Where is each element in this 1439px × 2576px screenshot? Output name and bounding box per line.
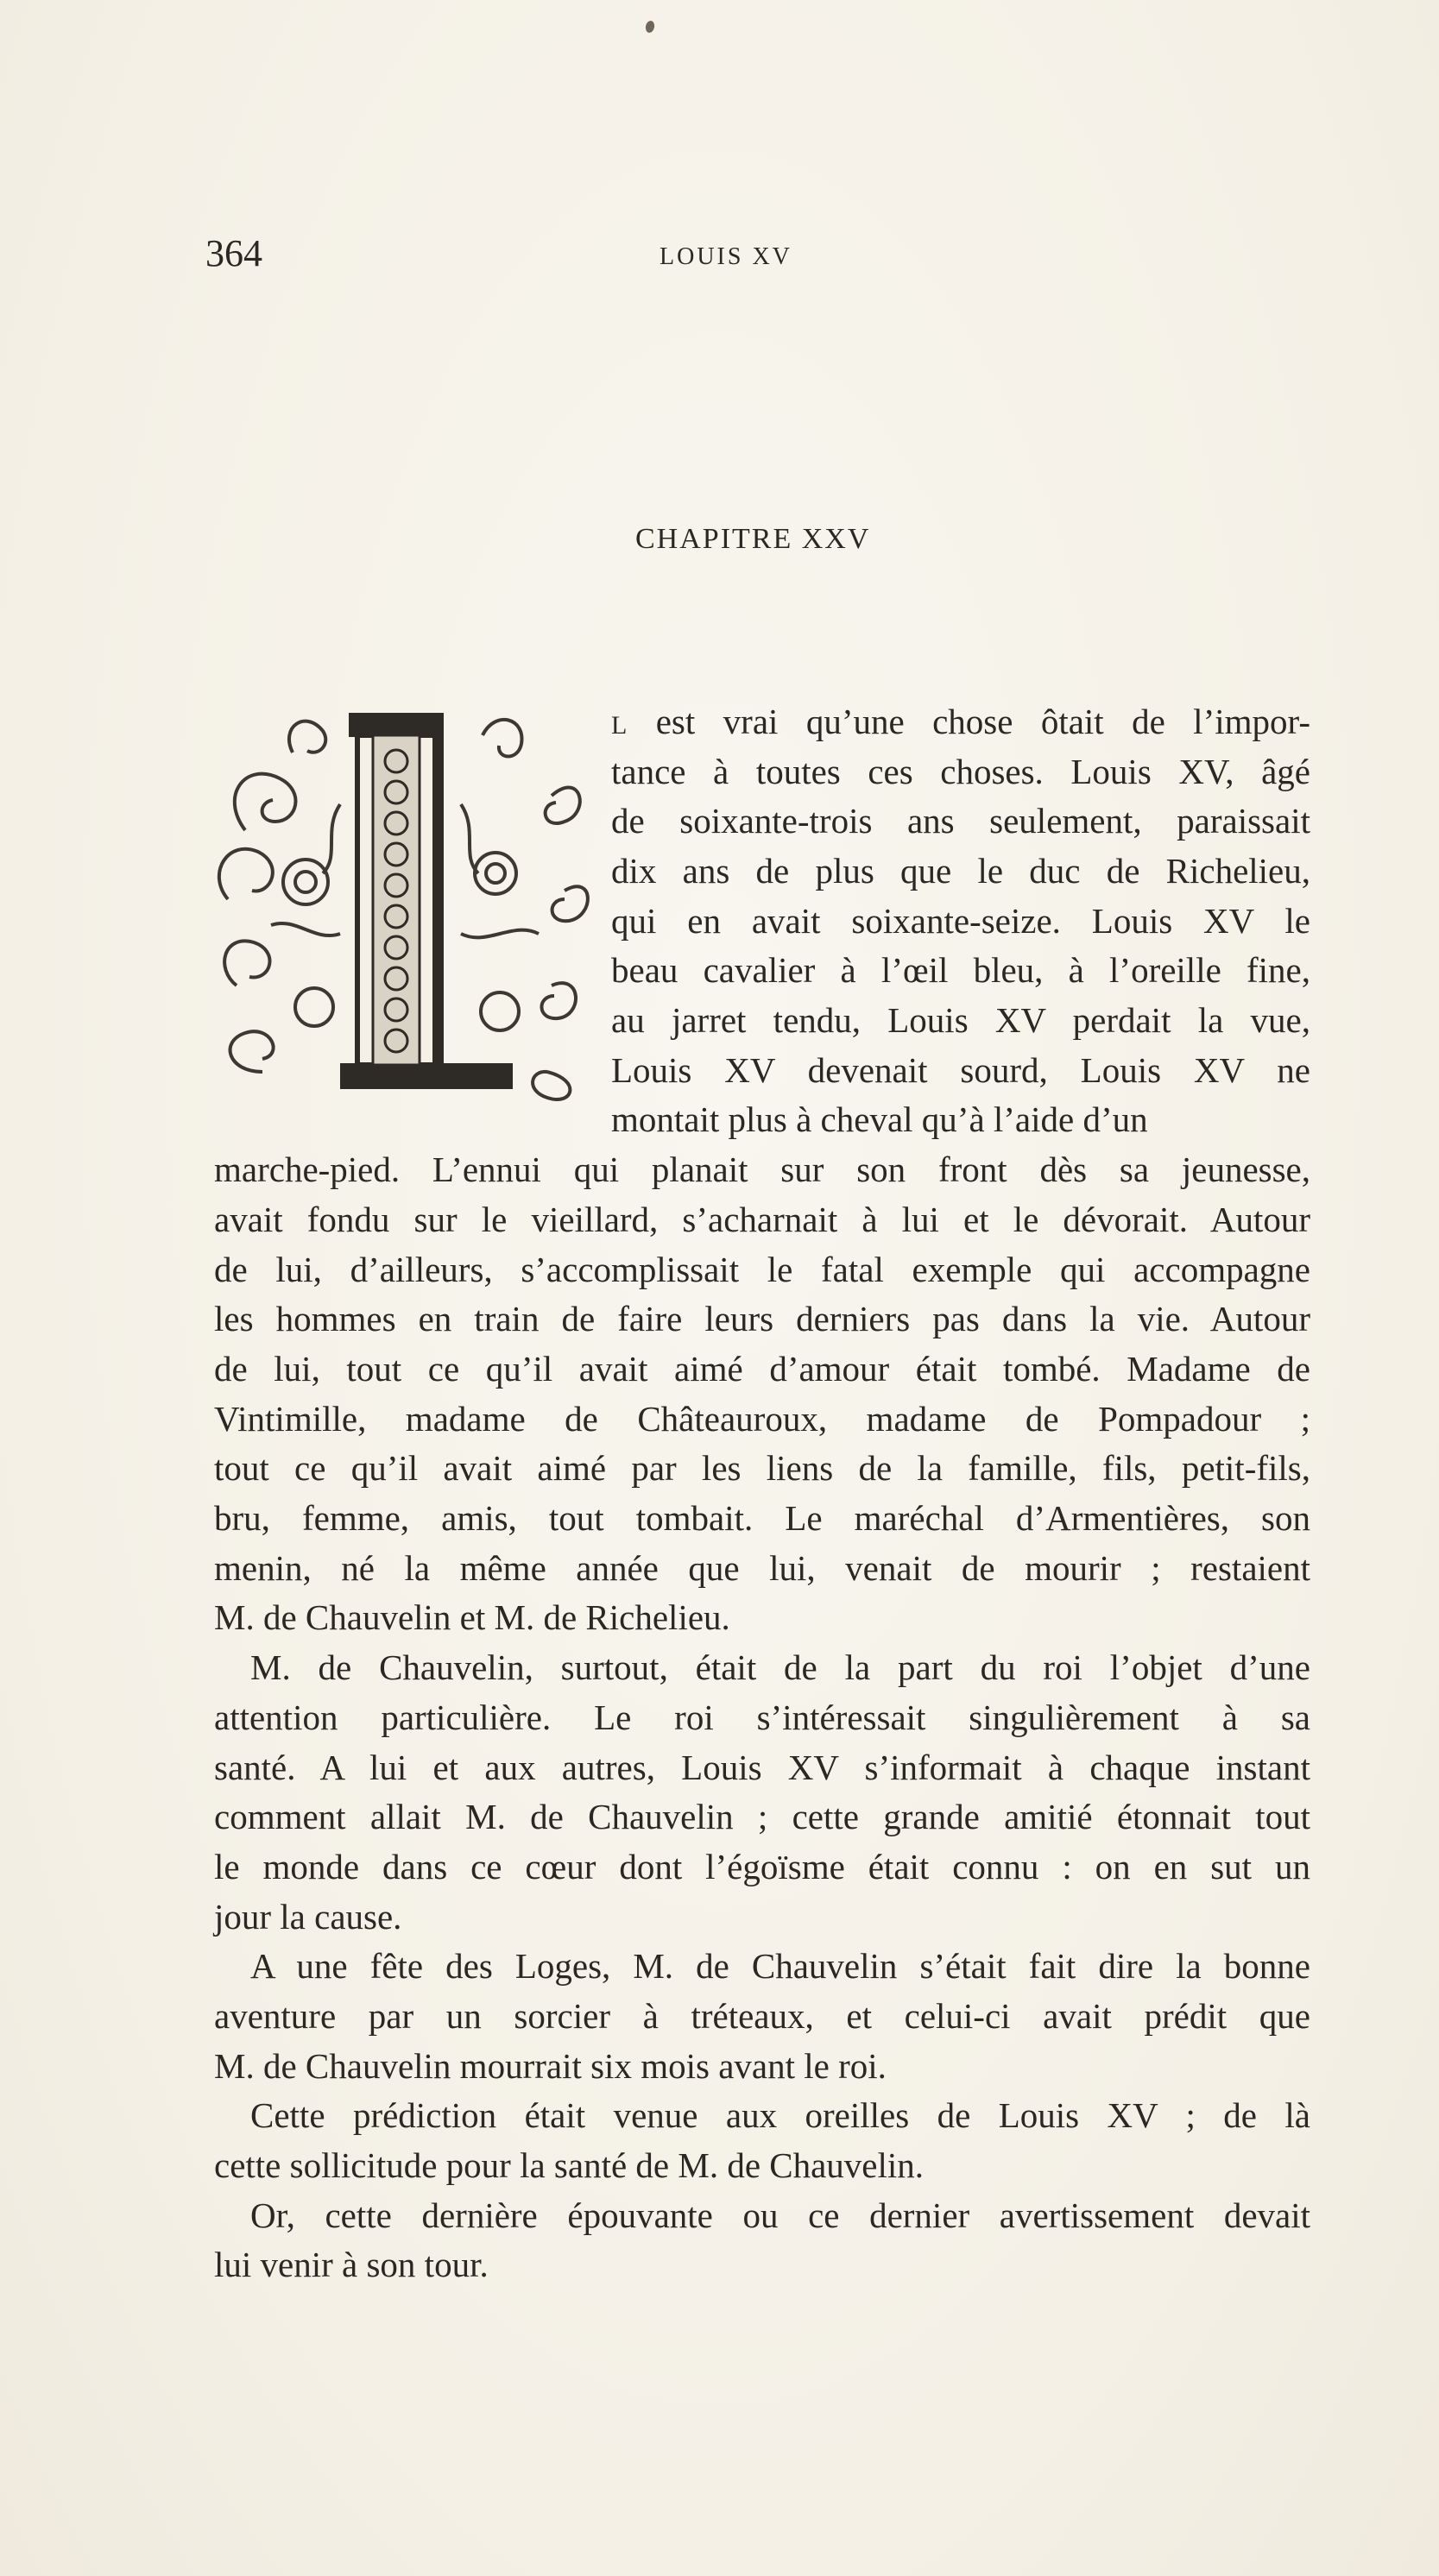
text-line: de soixante-trois ans seulement, paraissait: [611, 801, 1310, 841]
text-line: M. de Chauvelin mourrait six mois avant le roi.: [214, 2046, 887, 2086]
text-line: de lui, tout ce qu’il avait aimé d’amour était tombé. Madame de: [214, 1349, 1310, 1389]
text-line: A une fête des Loges, M. de Chauvelin s’était fait dire la bonne: [250, 1946, 1310, 1986]
running-head: LOUIS XV: [660, 243, 792, 270]
text-line: comment allait M. de Chauvelin ; cette grande amitié étonnait tout: [214, 1797, 1310, 1836]
text-line: M. de Chauvelin, surtout, était de la part du roi l’objet d’une: [250, 1647, 1310, 1687]
page-number: 364: [205, 232, 262, 274]
text-line: jour la cause.: [214, 1897, 402, 1937]
chapter-title: CHAPITRE XXV: [635, 523, 871, 555]
text-line: avait fondu sur le vieillard, s’acharnait à lui et le dévorait. Autour: [214, 1200, 1310, 1239]
ornamental-dropcap-i-icon: [211, 701, 590, 1101]
text-line: cette sollicitude pour la santé de M. de Chauvelin.: [214, 2145, 925, 2185]
text-line: marche-pied. L’ennui qui planait sur son front dès sa jeunesse,: [214, 1149, 1310, 1189]
text-line: le monde dans ce cœur dont l’égoïsme était connu : on en sut un: [214, 1847, 1310, 1886]
text-line: menin, né la même année que lui, venait de mourir ; restaient: [214, 1548, 1310, 1588]
text-line: beau cavalier à l’œil bleu, à l’oreille fine,: [611, 950, 1310, 990]
text-line: L est vrai qu’une chose ôtait de l’impor-: [611, 702, 1310, 741]
text-line: Louis XV devenait sourd, Louis XV ne: [611, 1050, 1310, 1090]
text-line: santé. A lui et aux autres, Louis XV s’informait à chaque instant: [214, 1748, 1310, 1787]
text-line: Vintimille, madame de Châteauroux, madame de Pompadour ;: [214, 1399, 1310, 1439]
text-line: de lui, d’ailleurs, s’accomplissait le fatal exemple qui accompagne: [214, 1250, 1310, 1289]
text-line: Or, cette dernière épouvante ou ce dernier avertissement devait: [250, 2195, 1310, 2235]
text-line: bru, femme, amis, tout tombait. Le maréchal d’Armentières, son: [214, 1498, 1310, 1538]
text-line: les hommes en train de faire leurs derniers pas dans la vie. Autour: [214, 1299, 1310, 1338]
text-line: Cette prédiction était venue aux oreilles de Louis XV ; de là: [250, 2095, 1310, 2135]
text-line: aventure par un sorcier à tréteaux, et celui-ci avait prédit que: [214, 1996, 1310, 2036]
text-line: tout ce qu’il avait aimé par les liens de la famille, fils, petit-fils,: [214, 1448, 1310, 1488]
text-line: qui en avait soixante-seize. Louis XV le: [611, 901, 1310, 941]
text-line: montait plus à cheval qu’à l’aide d’un: [611, 1099, 1148, 1139]
text-line: au jarret tendu, Louis XV perdait la vue,: [611, 1000, 1310, 1040]
text-line: lui venir à son tour.: [214, 2245, 489, 2284]
text-line: tance à toutes ces choses. Louis XV, âgé: [611, 752, 1310, 791]
text-line: attention particulière. Le roi s’intéressait singulièrement à sa: [214, 1697, 1310, 1737]
text-line: M. de Chauvelin et M. de Richelieu.: [214, 1597, 730, 1637]
ink-mark: [645, 20, 656, 34]
text-line: dix ans de plus que le duc de Richelieu,: [611, 851, 1310, 891]
